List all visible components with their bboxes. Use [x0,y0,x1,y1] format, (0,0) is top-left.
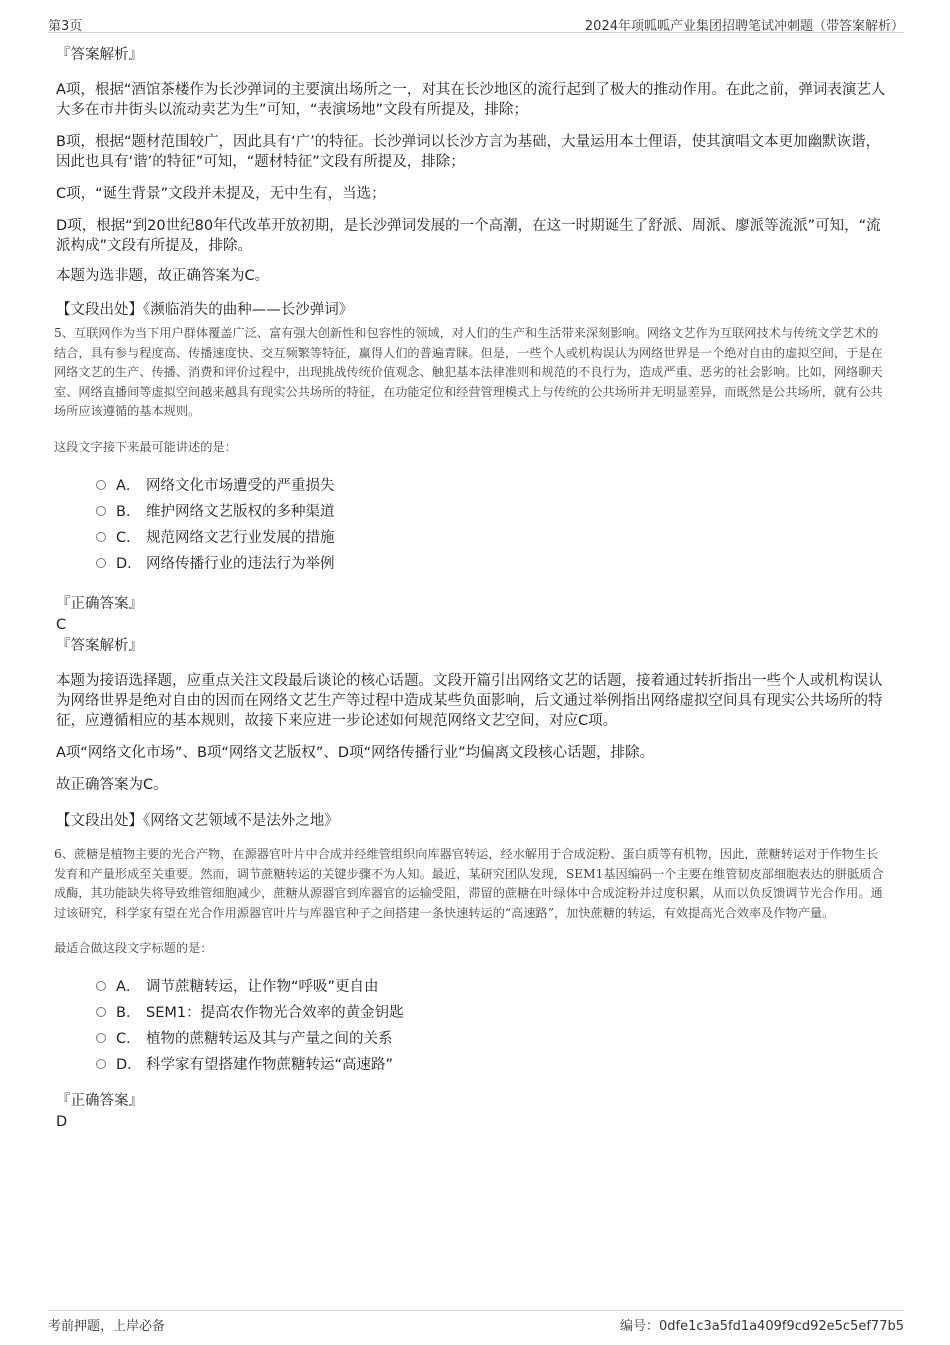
source-citation: 【文段出处】《濒临消失的曲种——长沙弹词》 [56,302,354,318]
footer-slogan: 考前押题，上岸必备 [48,1319,166,1334]
radio-button-icon[interactable] [96,1033,106,1043]
question-6-options [96,974,888,1078]
option-a[interactable]: A． 网络文化市场遭受的严重损失 [96,473,888,499]
analysis-option-c: C项，“诞生背景”文段并未提及，无中生有，当选； [56,186,386,202]
option-b[interactable]: B． SEM1：提高农作物光合效率的黄金钥匙 [96,1000,888,1026]
analysis-option-b: B项，根据“题材范围较广，因此具有‘广’的特征。长沙弹词以长沙方言为基础，大量运用本土俚语，使其演唱文本更加幽默诙谐，因此也具有‘谐’的特征”可知，“题材特征”文段有所提及，排除； [56,134,881,170]
correct-answer: D [56,1114,68,1131]
option-c[interactable]: C． 规范网络文艺行业发展的措施 [96,525,888,551]
correct-answer-label: 『正确答案』 [56,595,143,612]
correct-answer: C [56,616,67,633]
analysis-conclusion: 本题为选非题，故正确答案为C。 [56,268,270,284]
analysis-label: 『答案解析』 [56,47,143,63]
option-b[interactable]: B． 维护网络文艺版权的多种渠道 [96,499,888,525]
radio-button-icon[interactable] [96,480,106,490]
radio-button-icon[interactable] [96,1007,106,1017]
analysis-option-d: D项，根据“到20世纪80年代改革开放初期，是长沙弹词发展的一个高潮，在这一时期诞生了舒派、周派、廖派等流派”可知，“流派构成”文段有所提及，排除。 [56,218,881,254]
radio-button-icon[interactable] [96,981,106,991]
option-d[interactable]: D． 科学家有望搭建作物蔗糖转运“高速路” [96,1052,888,1078]
analysis-exclusion: A项“网络文化市场”、B项“网络文艺版权”、D项“网络传播行业”均偏离文段核心话题，排除。 [56,744,655,761]
analysis-option-a: A项，根据“酒馆茶楼作为长沙弹词的主要演出场所之一，对其在长沙地区的流行起到了极大的推动作用。在此之前，弹词表演艺人大多在市井街头以流动卖艺为生”可知，“表演场地”文段有所提及，排除； [56,82,886,118]
question-6-text: 6、蔗糖是植物主要的光合产物，在源器官叶片中合成并经维管组织向库器官转运，经水解用于合成淀粉、蛋白质等有机物，因此，蔗糖转运对于作物生长发育和产量形成至关重要。然而，调节蔗糖转运的关键步骤不为人知。最近，某研究团队发现，SEM1基因编码一个主要在维管韧皮部细胞表达的胼胝质合成酶，其功能缺失将导致维管细胞减少，蔗糖从源器官到库器官的运输受阻，滞留的蔗糖在叶绿体中合成淀粉并过度积累，从而以负反馈调节光合作用。通过该研究，科学家有望在光合作用源器官叶片与库器官种子之间搭建一条快速转运的“高速路”，加快蔗糖的转运，有效提高光合效率及作物产量。 [54,846,884,920]
analysis-label: 『答案解析』 [56,637,143,654]
radio-button-icon[interactable] [96,532,106,542]
correct-answer-label: 『正确答案』 [56,1093,143,1110]
page-content [56,44,888,1132]
question-5-options [96,473,888,577]
analysis-text: 本题为接语选择题，应重点关注文段最后谈论的核心话题。文段开篇引出网络文艺的话题，接着通过转折指出一些个人或机构误认为网络世界是绝对自由的因而在网络文艺生产等过程中造成某些负面影响，后文通过举例指出网络虚拟空间具有现实公共场所的特征，应遵循相应的基本规则，故接下来应进一步论述如何规范网络文艺空间，对应C项。 [56,672,883,729]
source-citation: 【文段出处】《网络文艺领域不是法外之地》 [56,812,339,829]
question-5-prompt: 这段文字接下来最可能讲述的是： [54,439,237,454]
option-a[interactable]: A． 调节蔗糖转运，让作物“呼吸”更自由 [96,974,888,1000]
page-header [48,12,904,33]
radio-button-icon[interactable] [96,1059,106,1069]
radio-button-icon[interactable] [96,506,106,516]
option-d[interactable]: D． 网络传播行业的违法行为举例 [96,551,888,577]
question-6-prompt: 最适合做这段文字标题的是： [54,941,213,956]
radio-button-icon[interactable] [96,558,106,568]
page-number: 第3页 [48,19,83,34]
document-title: 2024年项呱呱产业集团招聘笔试冲刺题（带答案解析） [584,19,904,34]
document-id: 编号：0dfe1c3a5fd1a409f9cd92e5c5ef77b5 [619,1319,904,1334]
page-footer [48,1310,904,1335]
option-c[interactable]: C． 植物的蔗糖转运及其与产量之间的关系 [96,1026,888,1052]
analysis-conclusion: 故正确答案为C。 [56,776,168,793]
question-5-text: 5、互联网作为当下用户群体覆盖广泛、富有强大创新性和包容性的领域，对人们的生产和生活带来深刻影响。网络文艺作为互联网技术与传统文学艺术的结合，具有参与程度高、传播速度快、交互频繁等特征，赢得人们的普遍青睐。但是，一些个人或机构误认为网络世界是一个绝对自由的虚拟空间，于是在网络文艺的生产、传播、消费和评价过程中，出现挑战传统价值观念、触犯基本法律准则和规范的不良行为，造成严重、恶劣的社会影响。比如，网络聊天室、网络直播间等虚拟空间越来越具有现实公共场所的特征，在功能定位和经营管理模式上与传统的公共场所并无明显差异，而既然是公共场所，就有公共场所应该遵循的基本规则。 [54,326,883,419]
